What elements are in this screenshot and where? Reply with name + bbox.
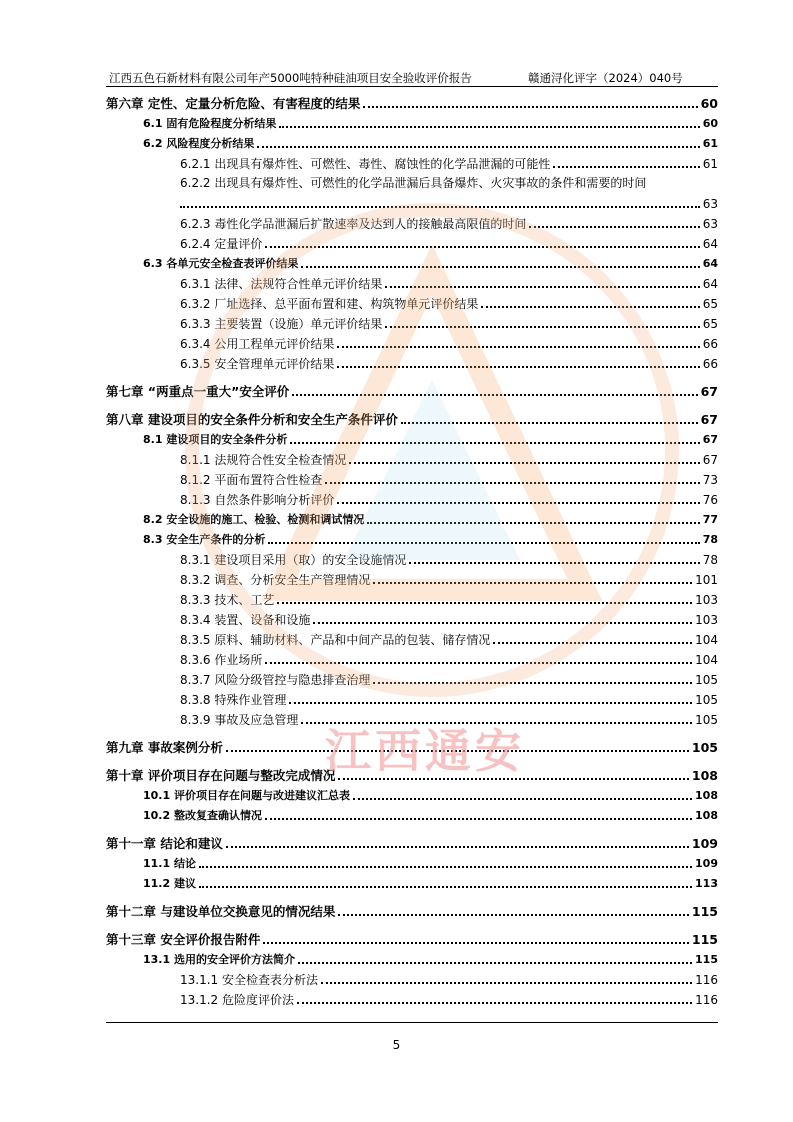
toc-page-number: 113 (695, 877, 718, 890)
toc-entry[interactable] (180, 692, 718, 708)
toc-page-number: 115 (695, 953, 718, 966)
dot-leader (385, 326, 699, 328)
dot-leader (297, 1002, 692, 1004)
dot-leader (199, 866, 692, 868)
toc-page-number: 61 (702, 137, 718, 150)
dot-leader (290, 442, 699, 444)
toc-entry[interactable] (143, 136, 718, 152)
toc-entry-title: 11.2 建议 (143, 877, 196, 890)
toc-page-number: 109 (691, 836, 718, 851)
dot-leader (373, 682, 692, 684)
toc-page-number: 60 (700, 96, 718, 111)
toc-page-number: 65 (702, 297, 718, 311)
toc-page-number: 66 (702, 337, 718, 351)
toc-entry[interactable] (180, 572, 718, 588)
toc-entry[interactable] (180, 612, 718, 628)
toc-entry[interactable] (106, 96, 718, 112)
toc-page-number: 105 (695, 713, 718, 727)
dot-leader (199, 886, 692, 888)
toc-entry[interactable] (106, 904, 718, 920)
toc-entry-title: 10.1 评价项目存在问题与改进建议汇总表 (143, 789, 350, 802)
dot-leader (298, 962, 692, 964)
toc-page-number: 64 (702, 257, 718, 270)
toc-entry[interactable] (143, 532, 718, 548)
toc-entry[interactable] (180, 236, 718, 252)
toc-entry[interactable] (180, 296, 718, 312)
toc-entry[interactable] (180, 316, 718, 332)
toc-entry-continuation (180, 196, 718, 212)
toc-entry[interactable] (106, 412, 718, 428)
dot-leader (325, 482, 699, 484)
toc-entry[interactable] (180, 652, 718, 668)
toc-page-number: 103 (695, 593, 718, 607)
toc-entry-title: 8.3.2 调查、分析安全生产管理情况 (180, 573, 371, 587)
dot-leader (265, 662, 692, 664)
dot-leader (289, 702, 692, 704)
toc-page-number: 116 (695, 993, 718, 1007)
dot-leader (268, 542, 699, 544)
dot-leader (367, 522, 699, 524)
page-header (106, 70, 718, 87)
dot-leader (338, 914, 689, 916)
toc-page-number: 101 (695, 573, 718, 587)
toc-page-number: 67 (700, 412, 718, 427)
toc-entry[interactable] (180, 492, 718, 508)
toc-entry-title: 8.3.8 特殊作业管理 (180, 693, 287, 707)
toc-page-number: 115 (691, 932, 718, 947)
dot-leader (337, 346, 699, 348)
dot-leader (301, 266, 699, 268)
dot-leader (363, 106, 697, 108)
toc-page-number: 63 (702, 217, 718, 231)
report-number: 赣通浔化评字（2024）040号 (528, 71, 683, 85)
toc-page-number: 104 (695, 653, 718, 667)
toc-entry-title: 10.2 整改复查确认情况 (143, 809, 262, 822)
dot-leader (263, 942, 689, 944)
toc-entry[interactable] (143, 808, 718, 824)
toc-entry[interactable] (180, 672, 718, 688)
toc-page-number: 108 (691, 768, 718, 783)
dot-leader (313, 622, 692, 624)
toc-entry[interactable] (180, 552, 718, 568)
toc-page-number: 104 (695, 633, 718, 647)
toc-entry-title: 8.3 安全生产条件的分析 (143, 533, 266, 546)
toc-entry[interactable] (180, 472, 718, 488)
toc-entry-title: 6.3.5 安全管理单元评价结果 (180, 357, 335, 371)
toc-entry-title: 13.1.2 危险度评价法 (180, 993, 294, 1007)
toc-entry[interactable] (143, 432, 718, 448)
toc-entry[interactable] (180, 156, 718, 172)
toc-page-number: 67 (702, 433, 718, 446)
toc-entry-title: 6.3.4 公用工程单元评价结果 (180, 337, 335, 351)
toc-page-number: 116 (695, 973, 718, 987)
toc-entry-title[interactable]: 6.2.2 出现具有爆炸性、可燃性的化学品泄漏后具备爆炸、火灾事故的条件和需要的时间 (180, 176, 647, 190)
toc-entry[interactable] (143, 116, 718, 132)
toc-page-number: 78 (702, 553, 718, 567)
dot-leader (529, 226, 699, 228)
toc-entry[interactable] (180, 276, 718, 292)
toc-entry[interactable] (106, 932, 718, 948)
toc-entry-title: 8.1.2 平面布置符合性检查 (180, 473, 323, 487)
toc-page-number: 76 (702, 493, 718, 507)
dot-leader (257, 146, 699, 148)
dot-leader (349, 462, 699, 464)
toc-page-number: 66 (702, 357, 718, 371)
toc-page-number: 65 (702, 317, 718, 331)
toc-entry[interactable] (143, 788, 718, 804)
toc-entry-title: 8.3.7 风险分级管控与隐患排查治理 (180, 673, 371, 687)
toc-entry-title: 6.3 各单元安全检查表评价结果 (143, 257, 299, 270)
toc-entry[interactable] (180, 992, 718, 1008)
dot-leader (401, 422, 698, 424)
toc-page-number: 108 (695, 809, 718, 822)
dot-leader (493, 642, 692, 644)
toc-entry[interactable] (180, 632, 718, 648)
toc-page-number: 64 (702, 237, 718, 251)
dot-leader (409, 562, 699, 564)
toc-entry-title: 6.3.1 法律、法规符合性单元评价结果 (180, 277, 383, 291)
dot-leader (226, 846, 689, 848)
dot-leader (279, 126, 699, 128)
toc-entry[interactable] (180, 356, 718, 372)
report-title: 江西五色石新材料有限公司年产5000吨特种硅油项目安全验收评价报告 (109, 71, 472, 85)
toc-page-number: 67 (700, 384, 718, 399)
toc-entry-title: 第十三章 安全评价报告附件 (106, 932, 261, 947)
dot-leader (353, 798, 692, 800)
toc-page-number: 115 (691, 904, 718, 919)
toc-entry-title: 8.3.5 原料、辅助材料、产品和中间产品的包装、储存情况 (180, 633, 491, 647)
toc-entry-title: 6.1 固有危险程度分析结果 (143, 117, 277, 130)
toc-entry[interactable] (180, 216, 718, 232)
dot-leader (337, 366, 699, 368)
toc-entry-title: 6.3.3 主要装置（设施）单元评价结果 (180, 317, 383, 331)
toc-page-number: 67 (702, 453, 718, 467)
toc-page-number: 109 (695, 857, 718, 870)
footer-rule (106, 1022, 718, 1023)
toc-entry[interactable] (143, 876, 718, 892)
toc-entry-title: 6.2.3 毒性化学品泄漏后扩散速率及达到人的接触最高限值的时间 (180, 217, 527, 231)
toc-entry-title: 13.1 选用的安全评价方法简介 (143, 953, 295, 966)
toc-entry-title: 13.1.1 安全检查表分析法 (180, 973, 318, 987)
toc-entry[interactable] (180, 452, 718, 468)
toc-entry-title: 第九章 事故案例分析 (106, 740, 223, 755)
dot-leader (385, 286, 699, 288)
toc-entry-title: 第八章 建设项目的安全条件分析和安全生产条件评价 (106, 412, 398, 427)
toc-entry-title: 8.3.4 装置、设备和设施 (180, 613, 311, 627)
toc-entry[interactable] (143, 856, 718, 872)
toc-entry[interactable] (180, 592, 718, 608)
toc-page-number: 60 (702, 117, 718, 130)
toc-page-number: 105 (695, 693, 718, 707)
toc-page-number: 78 (702, 533, 718, 546)
dot-leader (265, 818, 692, 820)
dot-leader (265, 246, 699, 248)
toc-entry-title: 8.3.6 作业场所 (180, 653, 263, 667)
dot-leader (337, 502, 699, 504)
toc-entry-title: 6.2.4 定量评价 (180, 237, 263, 251)
dot-leader (321, 982, 692, 984)
toc-page-number: 73 (702, 473, 718, 487)
toc-entry[interactable] (143, 952, 718, 968)
toc-entry[interactable] (106, 384, 718, 400)
toc-entry-title: 第七章 “两重点一重大”安全评价 (106, 384, 290, 399)
toc-page-number: 103 (695, 613, 718, 627)
toc-entry[interactable] (180, 972, 718, 988)
dot-leader (481, 306, 699, 308)
toc-entry-title: 第十二章 与建设单位交换意见的情况结果 (106, 904, 336, 919)
page-number: 5 (392, 1038, 401, 1052)
toc-page-number: 64 (702, 277, 718, 291)
dot-leader (292, 394, 697, 396)
toc-entry-title: 8.3.9 事故及应急管理 (180, 713, 299, 727)
toc-page-number: 77 (702, 513, 718, 526)
toc-page-number: 61 (702, 157, 718, 171)
toc-entry[interactable] (143, 256, 718, 272)
dot-leader (180, 206, 700, 208)
dot-leader (553, 166, 699, 168)
toc-entry-title: 6.2.1 出现具有爆炸性、可燃性、毒性、腐蚀性的化学品泄漏的可能性 (180, 157, 551, 171)
toc-entry-title: 8.2 安全设施的施工、检验、检测和调试情况 (143, 513, 365, 526)
toc-entry-title: 8.3.1 建设项目采用（取）的安全设施情况 (180, 553, 407, 567)
toc-entry-title: 第十章 评价项目存在问题与整改完成情况 (106, 768, 336, 783)
toc-page-number: 105 (691, 740, 718, 755)
toc-entry[interactable] (143, 512, 718, 528)
toc-page-number: 108 (695, 789, 718, 802)
toc-entry-title: 8.3.3 技术、工艺 (180, 593, 275, 607)
toc-entry-title: 8.1.3 自然条件影响分析评价 (180, 493, 335, 507)
toc-page-number: 63 (702, 197, 718, 211)
toc-entry-title: 8.1.1 法规符合性安全检查情况 (180, 453, 347, 467)
dot-leader (373, 582, 692, 584)
toc-page-number: 105 (695, 673, 718, 687)
toc-entry-title: 11.1 结论 (143, 857, 196, 870)
watermark-text: 江西通安 (325, 724, 525, 778)
toc-entry-title: 6.3.2 厂址选择、总平面布置和建、构筑物单元评价结果 (180, 297, 479, 311)
toc-entry-title: 8.1 建设项目的安全条件分析 (143, 433, 288, 446)
toc-entry-title: 第六章 定性、定量分析危险、有害程度的结果 (106, 96, 361, 111)
toc-entry[interactable] (180, 336, 718, 352)
toc-entry-title: 6.2 风险程度分析结果 (143, 137, 255, 150)
toc-entry[interactable] (106, 836, 718, 852)
dot-leader (277, 602, 692, 604)
toc-entry-title: 第十一章 结论和建议 (106, 836, 223, 851)
